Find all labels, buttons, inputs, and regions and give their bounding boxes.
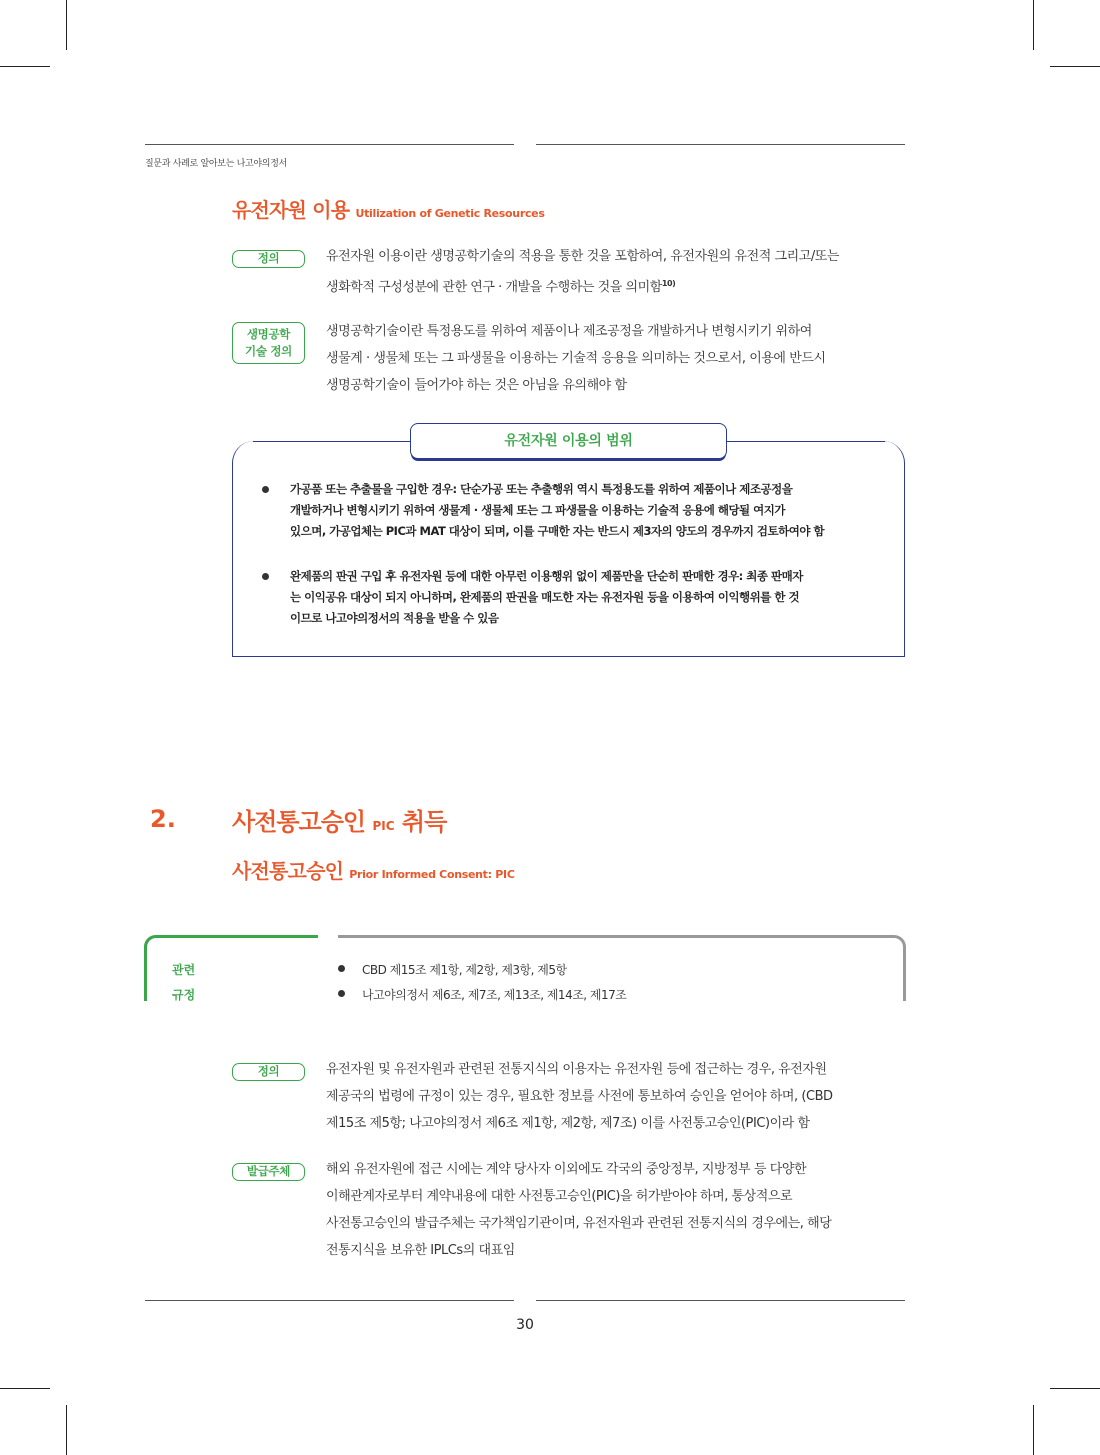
text-line: 가공품 또는 추출물을 구입한 경우: 단순가공 또는 추출행위 역시 특정용도를 위하여 제품이나 제조공정을 [290,482,793,496]
crop-mark [1033,0,1034,50]
text-line: 는 이익공유 대상이 되지 아니하며, 완제품의 판권을 매도한 자는 유전자원 등을 이용하여 이익행위를 한 것 [290,590,800,604]
text-line: 생명공학기술이란 특정용도를 위하여 제품이나 제조공정을 개발하거나 변형시키기 위하여 [326,324,812,339]
text-line: 생명공학기술이 들어가야 하는 것은 아님을 유의해야 함 [326,378,627,393]
regulations-label: 규정 [172,988,196,1002]
bullet-dot [262,486,269,493]
label-line: 생명공학 [246,327,291,341]
crop-mark [1050,66,1100,67]
header-rule-left [145,144,514,145]
biotech-definition-label [232,322,305,364]
section-title-ko: 유전자원 이용 [232,198,350,222]
chapter-title-post: 취득 [401,808,447,836]
section-title [232,194,545,223]
crop-mark [1050,1388,1100,1389]
crop-mark [0,1388,50,1389]
bullet-dot [338,965,345,972]
footer-rule-right [536,1300,905,1301]
definition-label: 정의 [232,250,305,268]
scope-top-line [253,441,411,442]
regulations-box-gap [318,932,338,940]
issuer-text [326,1156,831,1264]
section-title-en: Prior Informed Consent: PIC [349,868,515,881]
text-line: 사전통고승인의 발급주체는 국가책임기관이며, 유전자원과 관련된 전통지식의 경우에는, 해당 [326,1216,832,1231]
footer-rule-left [145,1300,514,1301]
text-line: 이므로 나고야의정서의 적용을 받을 수 있음 [290,611,499,625]
issuer-label: 발급주체 [232,1163,305,1181]
text-line: 유전자원 및 유전자원과 관련된 전통지식의 이용자는 유전자원 등에 접근하는 경우, 유전자원 [326,1062,827,1077]
regulations-label: 관련 [172,963,196,977]
section-title [232,855,515,884]
scope-bullet-1 [290,479,824,542]
chapter-title-pre: 사전통고승인 [232,808,366,836]
chapter-title-abbr: PIC [372,819,395,833]
footnote-ref: 10) [661,279,676,288]
crop-mark [66,1405,67,1455]
text-line: 전통지식을 보유한 IPLCs의 대표임 [326,1243,515,1258]
bullet-dot [338,990,345,997]
section-title-en: Utilization of Genetic Resources [355,207,545,220]
regulation-item: CBD 제15조 제1항, 제2항, 제3항, 제5항 [362,963,567,977]
scope-bullet-2 [290,566,803,629]
section-title-ko: 사전통고승인 [232,859,344,883]
definition-text [326,243,839,301]
section-number: 2. [150,805,176,833]
bullet-dot [262,573,269,580]
biotech-definition-text [326,318,826,399]
running-head: 질문과 사례로 알아보는 나고야의정서 [145,159,287,169]
pic-definition-text [326,1056,833,1137]
label-line: 기술 정의 [245,344,292,358]
text-line [326,270,839,301]
scope-top-line [727,441,885,442]
header-rule-right [536,144,905,145]
chapter-title [232,802,446,837]
definition-label: 정의 [232,1063,305,1081]
text-segment: 생화학적 구성성분에 관한 연구 · 개발을 수행하는 것을 의미함 [326,280,662,295]
text-line: 있으며, 가공업체는 PIC과 MAT 대상이 되며, 이를 구매한 자는 반드시 제3자의 양도의 경우까지 검토하여야 함 [290,524,825,538]
regulation-item: 나고야의정서 제6조, 제7조, 제13조, 제14조, 제17조 [362,988,627,1002]
crop-mark [0,66,50,67]
crop-mark [1033,1405,1034,1455]
text-line: 제15조 제5항; 나고야의정서 제6조 제1항, 제2항, 제7조) 이를 사전통고승인(PIC)이라 함 [326,1116,810,1131]
text-line: 개발하거나 변형시키기 위하여 생물계 · 생물체 또는 그 파생물을 이용하는 기술적 응용에 해당될 여지가 [290,503,785,517]
text-line: 완제품의 판권 구입 후 유전자원 등에 대한 아무런 이용행위 없이 제품만을 단순히 판매한 경우: 최종 판매자 [290,569,803,583]
text-line: 생물계 · 생물체 또는 그 파생물을 이용하는 기술적 응용을 의미하는 것으로서, 이용에 반드시 [326,351,826,366]
crop-mark [66,0,67,50]
text-line: 제공국의 법령에 규정이 있는 경우, 필요한 정보를 사전에 통보하여 승인을 얻어야 하며, (CBD [326,1089,833,1104]
scope-title: 유전자원 이용의 범위 [410,423,727,459]
text-line: 유전자원 이용이란 생명공학기술의 적용을 통한 것을 포함하여, 유전자원의 유전적 그리고/또는 [326,249,839,264]
page-number: 30 [516,1317,534,1333]
text-line: 이해관계자로부터 계약내용에 대한 사전통고승인(PIC)을 허가받아야 하며, 통상적으로 [326,1189,793,1204]
regulations-box-accent [144,935,318,1001]
text-line: 해외 유전자원에 접근 시에는 계약 당사자 이외에도 각국의 중앙정부, 지방정부 등 다양한 [326,1162,807,1177]
